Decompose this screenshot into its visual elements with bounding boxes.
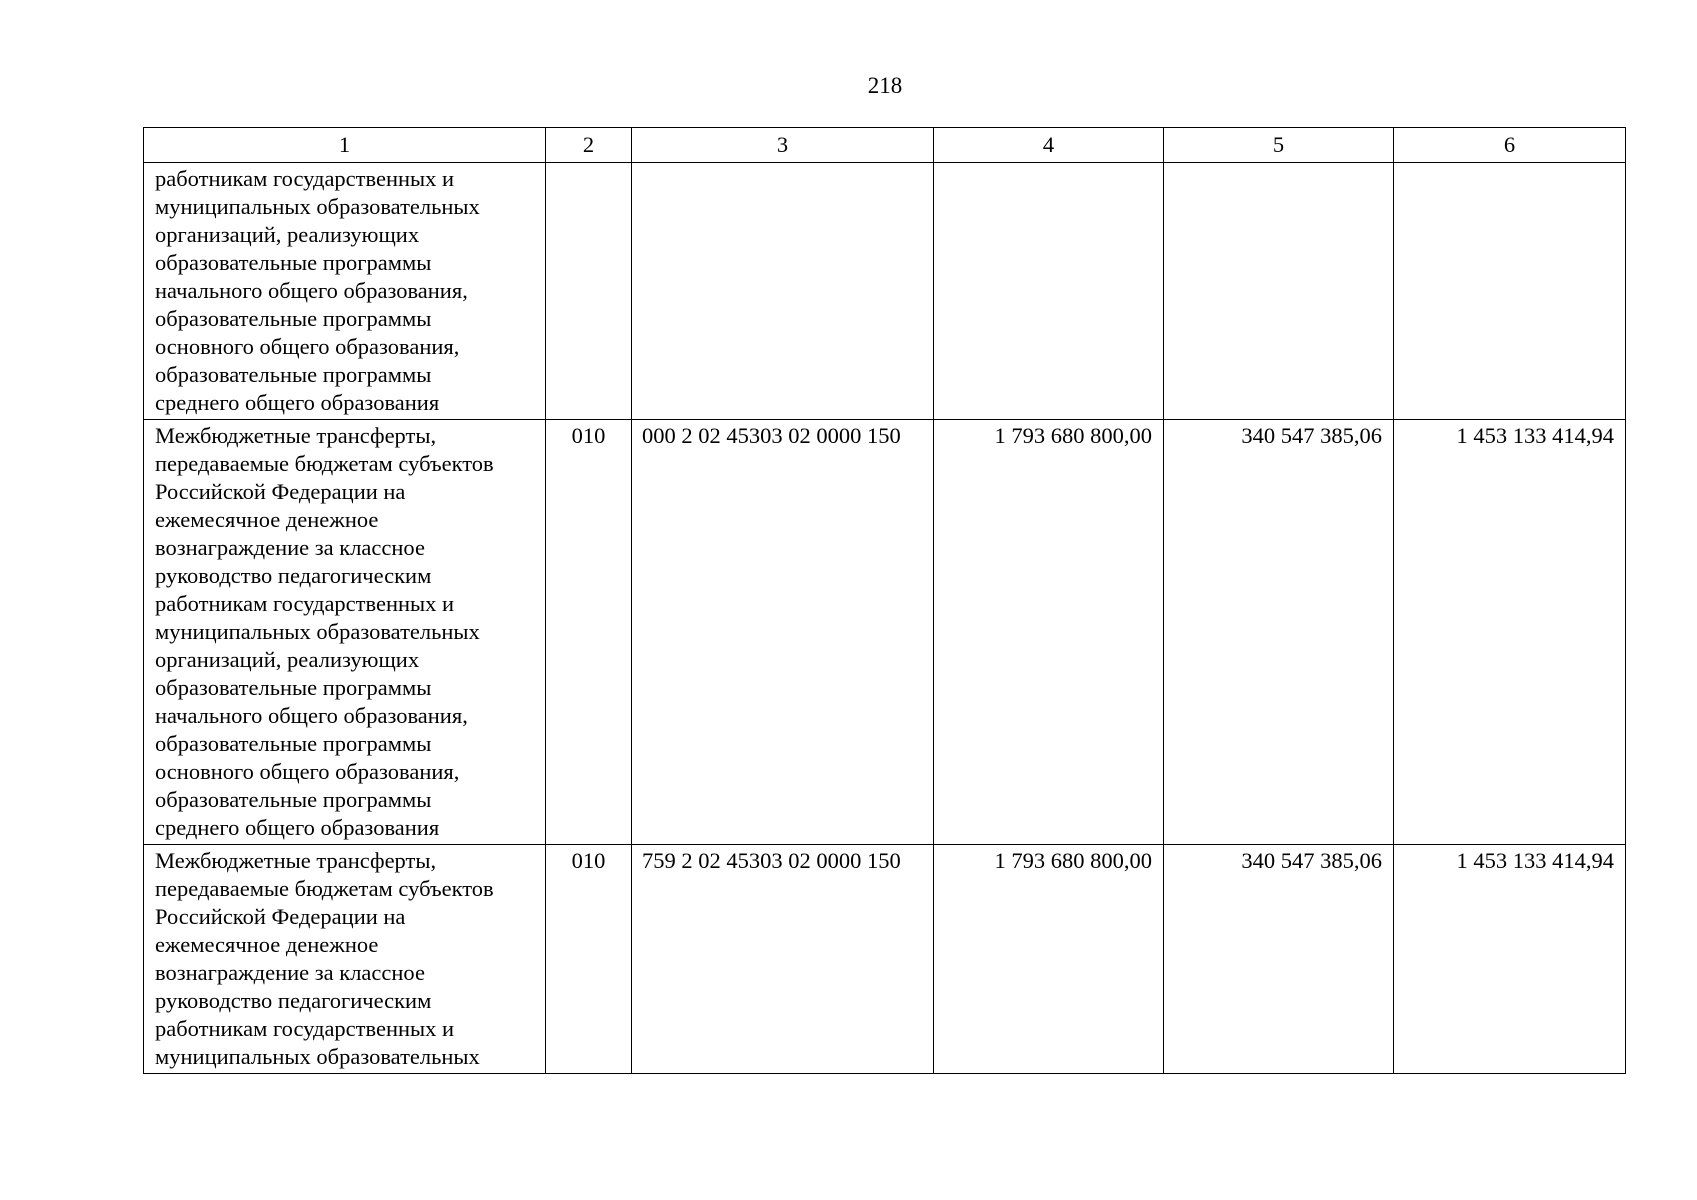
row-unexecuted-text: 1 453 133 414,94 [1456, 848, 1614, 873]
row-name-text [144, 163, 545, 419]
row-code-text: 010 [571, 848, 606, 873]
row-kbk-cell [632, 845, 934, 1074]
column-header-6: 6 [1394, 128, 1626, 163]
row-name-line: передаваемые бюджетам субъектов [155, 876, 494, 901]
row-approved-text: 1 793 680 800,00 [994, 848, 1152, 873]
header-row [144, 128, 1626, 163]
table-row [144, 420, 1626, 845]
row-name-line: работникам государственных и [155, 591, 455, 616]
row-name-cell [144, 163, 546, 420]
row-name-line: передаваемые бюджетам субъектов [155, 451, 494, 476]
row-executed-cell [1164, 163, 1394, 420]
row-unexecuted-text: 1 453 133 414,94 [1456, 423, 1614, 448]
row-code-cell [546, 845, 632, 1074]
column-header-3: 3 [632, 128, 934, 163]
row-unexecuted-cell [1394, 163, 1626, 420]
row-name-line: среднего общего образования [155, 815, 440, 840]
row-approved-text [934, 163, 1163, 167]
row-name-line: начального общего образования, [155, 703, 468, 728]
row-name-line: руководство педагогическим [155, 988, 432, 1013]
table-body [144, 163, 1626, 1074]
row-name-line: муниципальных образовательных [155, 194, 480, 219]
row-approved-cell [934, 420, 1164, 845]
row-name-line: работникам государственных и [155, 166, 455, 191]
row-name-line: Межбюджетные трансферты, [155, 848, 437, 873]
table-header [144, 128, 1626, 163]
row-executed-text: 340 547 385,06 [1241, 848, 1382, 873]
row-name-line: работникам государственных и [155, 1016, 455, 1041]
row-code-cell [546, 163, 632, 420]
row-name-line: вознаграждение за классное [155, 960, 425, 985]
row-unexecuted-cell [1394, 420, 1626, 845]
row-approved-text: 1 793 680 800,00 [994, 423, 1152, 448]
column-header-1: 1 [144, 128, 546, 163]
row-name-line: образовательные программы [155, 250, 432, 275]
row-approved-cell [934, 163, 1164, 420]
row-name-cell [144, 845, 546, 1074]
row-unexecuted-cell [1394, 845, 1626, 1074]
row-name-text [144, 420, 545, 844]
row-name-line: вознаграждение за классное [155, 535, 425, 560]
row-name-line: образовательные программы [155, 675, 432, 700]
row-name-line: организаций, реализующих [155, 222, 420, 247]
table-row [144, 845, 1626, 1074]
column-header-4: 4 [934, 128, 1164, 163]
row-code-text [546, 163, 631, 167]
row-name-line: ежемесячное денежное [155, 507, 379, 532]
budget-table [143, 127, 1626, 1074]
row-kbk-text: 000 2 02 45303 02 0000 150 [642, 423, 901, 448]
row-executed-text: 340 547 385,06 [1241, 423, 1382, 448]
row-kbk-cell [632, 420, 934, 845]
row-name-line: Межбюджетные трансферты, [155, 423, 437, 448]
row-name-line: муниципальных образовательных [155, 1044, 480, 1069]
row-code-cell [546, 420, 632, 845]
row-name-line: Российской Федерации на [155, 479, 406, 504]
row-approved-cell [934, 845, 1164, 1074]
row-name-line: образовательные программы [155, 731, 432, 756]
table-row [144, 163, 1626, 420]
row-kbk-cell [632, 163, 934, 420]
row-name-text [144, 845, 545, 1073]
page-number: 218 [867, 73, 903, 98]
row-name-line: основного общего образования, [155, 334, 460, 359]
column-header-5: 5 [1164, 128, 1394, 163]
row-name-line: среднего общего образования [155, 390, 440, 415]
row-executed-cell [1164, 845, 1394, 1074]
row-name-line: ежемесячное денежное [155, 932, 379, 957]
row-executed-text [1164, 163, 1393, 167]
row-name-line: муниципальных образовательных [155, 619, 480, 644]
row-name-line: образовательные программы [155, 787, 432, 812]
row-name-cell [144, 420, 546, 845]
row-name-line: руководство педагогическим [155, 563, 432, 588]
row-kbk-text: 759 2 02 45303 02 0000 150 [642, 848, 901, 873]
row-name-line: основного общего образования, [155, 759, 460, 784]
row-kbk-text [632, 163, 933, 167]
column-header-2: 2 [546, 128, 632, 163]
row-name-line: начального общего образования, [155, 278, 468, 303]
row-unexecuted-text [1394, 163, 1625, 167]
row-name-line: Российской Федерации на [155, 904, 406, 929]
row-name-line: организаций, реализующих [155, 647, 420, 672]
row-name-line: образовательные программы [155, 362, 432, 387]
row-name-line: образовательные программы [155, 306, 432, 331]
row-code-text: 010 [571, 423, 606, 448]
row-executed-cell [1164, 420, 1394, 845]
